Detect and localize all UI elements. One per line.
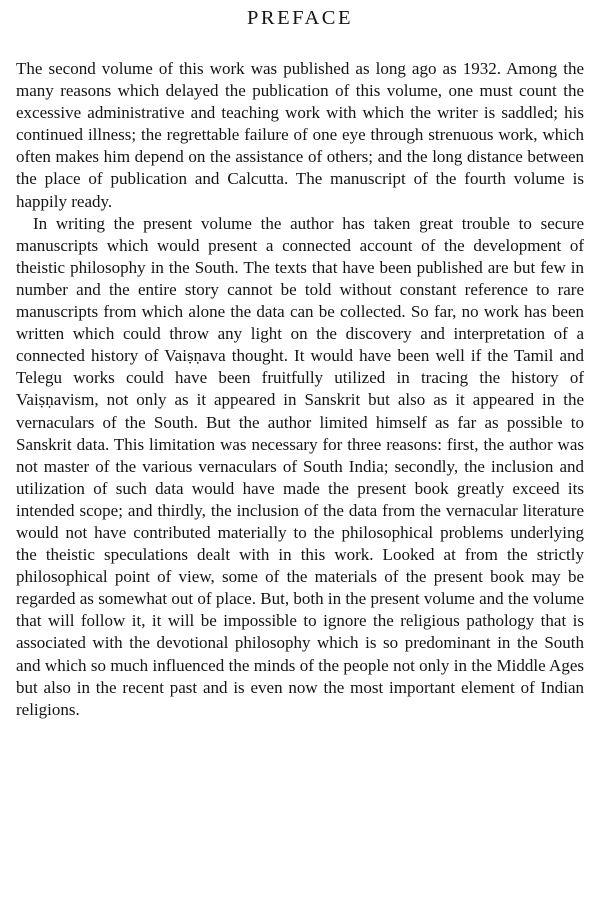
paragraph-1: The second volume of this work was published as long ago as 1932. Among the many reasons which delayed the publication of this volume, one must count the excessive administrative and teaching work with which the writer is saddled; his continued illness; the regrettable failure of one eye through strenuous work, which often makes him depend on the assistance of others; and the long distance between the place of publication and Calcutta. The manuscript of the fourth volume is happily ready. (16, 59, 584, 211)
paragraph-2: In writing the present volume the author has taken great trouble to secure manuscripts which would present a connected account of the development of theistic philosophy in the South. The texts that have been published are but few in number and the entire story cannot be told without constant reference to rare manuscripts from which alone the data can be collected. So far, no work has been written which could throw any light on the discovery and interpretation of a connected history of Vaiṣṇava thought. It would have been well if the Tamil and Telegu works could have been fruitfully utilized in tracing the history of Vaiṣṇavism, not only as it appeared in Sanskrit but also as it appeared in the vernaculars of the South. But the author limited himself as far as possible to Sanskrit data. This limitation was necessary for three reasons: first, the author was not master of the various vernaculars of South India; secondly, the inclusion and utilization of such data would have made the present book greatly exceed its intended scope; and thirdly, the inclusion of the data from the vernacular literature would not have contributed materially to the philosophical problems underlying the theistic speculations dealt with in this work. Looked at from the strictly philosophical point of view, some of the materials of the present book may be regarded as somewhat out of place. But, both in the present volume and the volume that will follow it, it will be impossible to ignore the religious pathology that is associated with the devotional philosophy which is so predominant in the South and which so much influenced the minds of the people not only in the Middle Ages but also in the recent past and is even now the most important element of Indian religions. (16, 213, 584, 719)
page-title: PREFACE (247, 7, 353, 29)
document-page (16, 6, 584, 721)
